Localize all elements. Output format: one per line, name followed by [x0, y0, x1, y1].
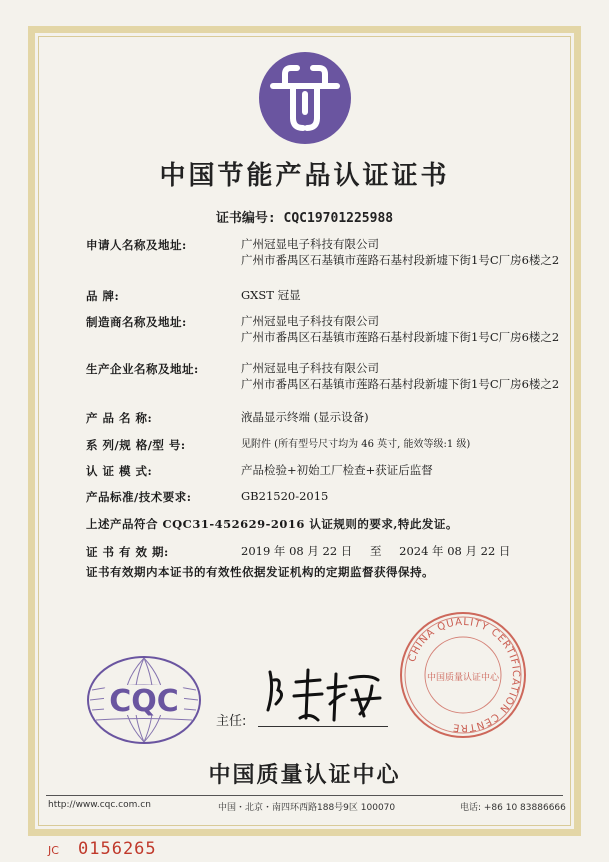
certificate-number: 证书编号: CQC19701225988 [215, 211, 394, 226]
serial-prefix: JC [48, 844, 59, 857]
official-seal-icon [398, 610, 528, 740]
product-value: 液晶显示终端 (显示设备) [241, 410, 369, 424]
footer-phone: 电话: +86 10 83886666 [460, 803, 566, 813]
product-label: 产 品 名 称: [86, 411, 153, 425]
serial-number: 0156265 [78, 839, 157, 859]
validity-from: 2019 年 08 月 22 日 [241, 544, 353, 558]
director-signature [260, 660, 390, 730]
brand-value: GXST 冠显 [241, 288, 301, 302]
factory-label: 生产企业名称及地址: [86, 362, 199, 376]
compliance-statement: 上述产品符合 CQC31-452629-2016 认证规则的要求,特此发证。 [86, 517, 458, 531]
factory-name: 广州冠显电子科技有限公司 [241, 361, 379, 375]
validity-label: 证 书 有 效 期: [86, 545, 169, 559]
cqc-logo-text: CQC [109, 684, 179, 719]
manufacturer-value [241, 313, 561, 345]
issuing-organization: 中国质量认证中心 [208, 763, 401, 788]
validity-to: 2024 年 08 月 22 日 [399, 544, 511, 558]
energy-saving-logo-icon [255, 48, 355, 148]
applicant-address: 广州市番禺区石基镇市莲路石基村段新墟下街1号C厂房6楼之2 [241, 253, 560, 267]
signature-line [258, 726, 388, 727]
validity-note: 证书有效期内本证书的有效性依据发证机构的定期监督获得保持。 [86, 565, 434, 579]
standard-value: GB21520-2015 [241, 489, 329, 503]
applicant-name: 广州冠显电子科技有限公司 [241, 237, 379, 251]
footer-divider [46, 795, 563, 796]
mode-value: 产品检验+初始工厂检查+获证后监督 [241, 463, 433, 477]
validity-dates [241, 543, 561, 559]
validity-to-word: 至 [369, 544, 382, 558]
footer-url[interactable]: http://www.cqc.com.cn [48, 800, 151, 810]
manufacturer-label: 制造商名称及地址: [86, 315, 187, 329]
applicant-value [241, 236, 561, 268]
cqc-logo-icon [86, 655, 202, 745]
seal-text: CHINA QUALITY CERTIFICATION CENTRE [406, 616, 522, 734]
manufacturer-name: 广州冠显电子科技有限公司 [241, 314, 379, 328]
factory-address: 广州市番禺区石基镇市莲路石基村段新墟下街1号C厂房6楼之2 [241, 377, 560, 391]
mode-label: 认 证 模 式: [86, 464, 153, 478]
manufacturer-address: 广州市番禺区石基镇市莲路石基村段新墟下街1号C厂房6楼之2 [241, 330, 560, 344]
applicant-label: 申请人名称及地址: [86, 238, 187, 252]
brand-label: 品 牌: [86, 289, 120, 303]
standard-label: 产品标准/技术要求: [86, 490, 192, 504]
factory-value [241, 360, 561, 392]
certificate-title: 中国节能产品认证证书 [159, 161, 450, 191]
director-label: 主任: [216, 714, 247, 729]
footer-address: 中国・北京・南四环西路188号9区 100070 [218, 803, 396, 813]
model-value: 见附件 (所有型号尺寸均为 46 英寸, 能效等级:1 级) [241, 439, 471, 450]
seal-inner-text: 中国质量认证中心 [426, 673, 500, 683]
model-label: 系 列/规 格/型 号: [86, 438, 186, 452]
